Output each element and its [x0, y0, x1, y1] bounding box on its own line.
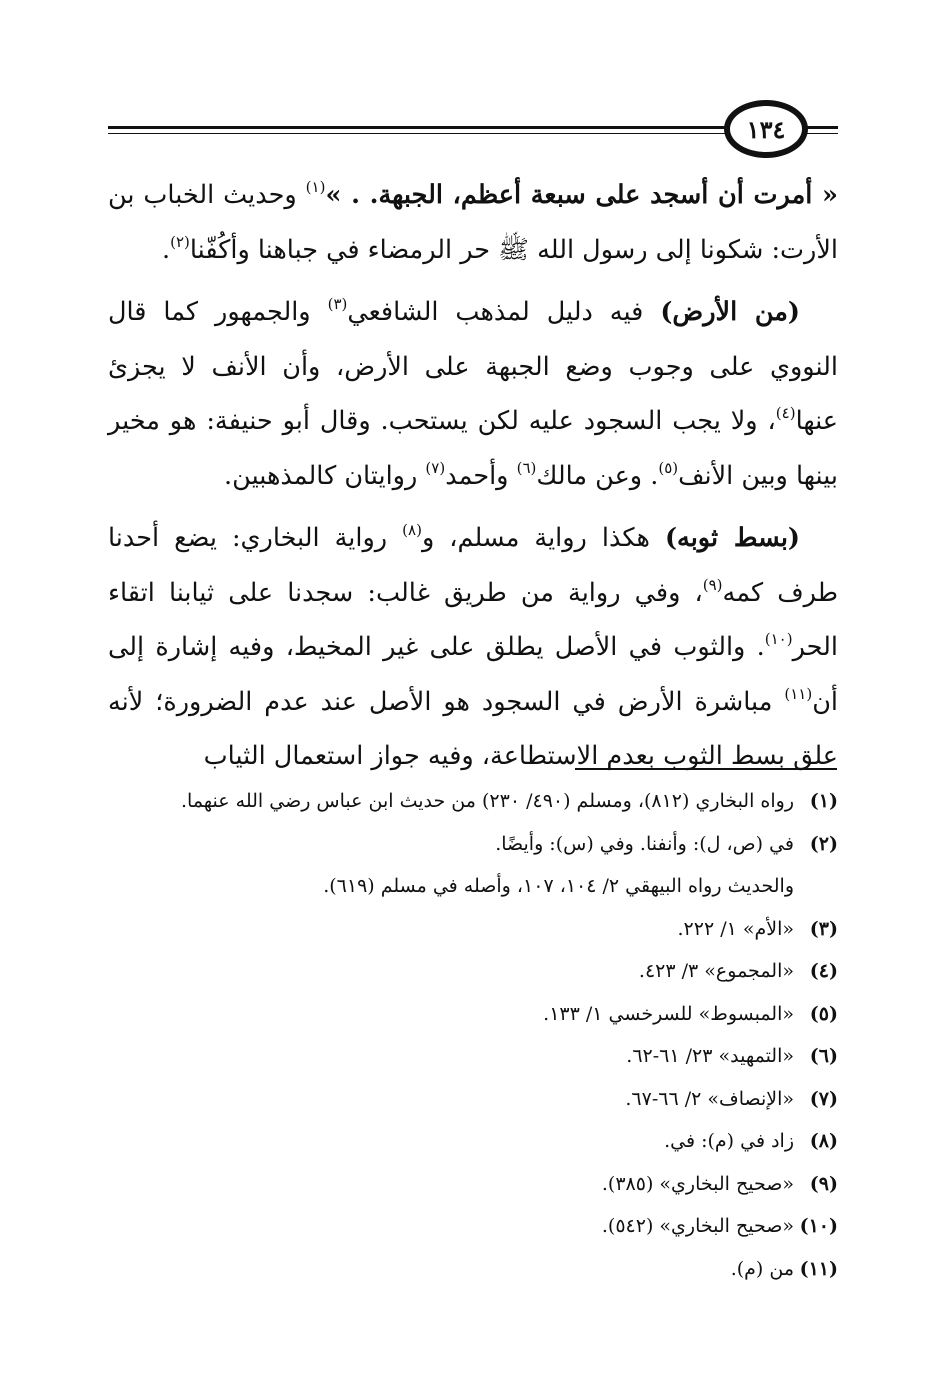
- page-number: ١٣٤: [724, 100, 808, 158]
- hadith-quote: « أمرت أن أسجد على سبعة أعظم، الجبهة. . »: [325, 180, 838, 210]
- footnote-text: «صحيح البخاري» (٥٤٢).: [601, 1215, 794, 1237]
- footnote-ref-5[interactable]: (٥): [658, 458, 679, 477]
- footnote-number: (١١): [799, 1257, 838, 1280]
- footnote-item: [108, 1120, 838, 1163]
- header-rule-thin: [108, 133, 810, 134]
- paragraph-1: [108, 168, 838, 277]
- paragraph-text: ، وفي رواية من طريق غالب: سجدنا على ثيابنا اتقاء الحر: [108, 577, 838, 662]
- page-header: [108, 96, 838, 160]
- paragraph-text: رواية البخاري: يضع أحدنا طرف كمه: [108, 523, 838, 608]
- footnote-item: [108, 908, 838, 951]
- footnote-item: [108, 950, 838, 993]
- footnote-separator: [575, 768, 837, 770]
- footnote-text: «الأم» ١/ ٢٢٢.: [677, 917, 794, 940]
- paragraph-lead: (بسط ثوبه): [664, 523, 800, 553]
- footnote-item: [108, 1205, 838, 1248]
- footnote-text: «صحيح البخاري» (٣٨٥).: [601, 1172, 794, 1195]
- footnote-ref-8[interactable]: (٨): [402, 521, 422, 539]
- footnote-item: [108, 1078, 838, 1121]
- footnote-ref-1[interactable]: (١): [305, 178, 326, 196]
- footnote-number: (١٠): [799, 1215, 838, 1237]
- paragraph-text: فيه دليل لمذهب الشافعي: [347, 297, 661, 327]
- main-text: [108, 168, 838, 792]
- paragraph-text: ، ولا يجب السجود عليه لكن يستحب. وقال أبو حنيفة: هو مخير بينها وبين الأنف: [108, 406, 838, 491]
- footnote-number: (٩): [809, 1172, 838, 1195]
- footnote-ref-6[interactable]: (٦): [516, 458, 537, 477]
- footnote-ref-7[interactable]: (٧): [425, 458, 446, 477]
- footnote-number: (٢): [809, 832, 838, 855]
- paragraph-lead: (من الأرض): [660, 297, 800, 327]
- footnote-ref-10[interactable]: (١٠): [764, 630, 793, 648]
- footnote-continuation: والحديث رواه البيهقي ٢/ ١٠٤، ١٠٧، وأصله في مسلم (٦١٩).: [323, 875, 794, 897]
- paragraph-2: [108, 285, 838, 503]
- footnote-item: [108, 1248, 838, 1291]
- footnote-ref-2[interactable]: (٢): [170, 232, 190, 251]
- footnote-text: «المجموع» ٣/ ٤٢٣.: [638, 960, 794, 982]
- paragraph-text: مباشرة الأرض في السجود هو الأصل عند عدم الضرورة؛ لأنه علق بسط الثوب بعدم الاستطاعة، وفيه جواز استعمال الثياب: [108, 686, 838, 771]
- footnote-text: «المبسوط» للسرخسي ١/ ١٣٣.: [543, 1002, 794, 1025]
- header-rule-tail: [804, 126, 838, 129]
- footnote-text: من (م).: [730, 1257, 794, 1280]
- footnote-text: «الإنصاف» ٢/ ٦٦-٦٧.: [625, 1087, 794, 1110]
- paragraph-text: .: [161, 234, 171, 265]
- paragraph-text: والجمهور كما قال النووي على وجوب وضع الجبهة على الأرض، وأن الأنف لا يجزئ عنها: [108, 297, 838, 436]
- footnote-number: (٤): [809, 960, 838, 982]
- footnote-item: [108, 823, 838, 866]
- footnote-text: «التمهيد» ٢٣/ ٦١-٦٢.: [626, 1045, 794, 1067]
- footnote-ref-9[interactable]: (٩): [702, 575, 723, 594]
- footnote-number: (١): [809, 790, 838, 812]
- footnote-text: في (ص، ل): وأنفنا. وفي (س): وأيضًا.: [495, 832, 794, 855]
- paragraph-text: وأحمد: [445, 460, 517, 491]
- footnote-number: (٥): [809, 1002, 838, 1025]
- footnote-number: (٧): [809, 1087, 838, 1110]
- footnote-ref-4[interactable]: (٤): [775, 404, 796, 422]
- paragraph-3: [108, 511, 838, 784]
- footnote-number: (٦): [809, 1045, 838, 1067]
- footnote-ref-11[interactable]: (١١): [784, 684, 813, 703]
- footnotes: [108, 780, 838, 1290]
- paragraph-text: روايتان كالمذهبين.: [224, 460, 426, 491]
- footnote-text: زاد في (م): في.: [664, 1130, 794, 1152]
- header-rule-tail-thin: [804, 133, 838, 134]
- footnote-text: رواه البخاري (٨١٢)، ومسلم (٤٩٠/ ٢٣٠) من حديث ابن عباس رضي الله عنهما.: [180, 790, 794, 812]
- footnote-item: [108, 780, 838, 823]
- footnote-item: [108, 1035, 838, 1078]
- paragraph-text: هكذا رواية مسلم، و: [421, 523, 665, 553]
- paragraph-text: . وعن مالك: [536, 460, 659, 491]
- footnote-ref-3[interactable]: (٣): [327, 295, 348, 313]
- footnote-number: (٨): [809, 1130, 838, 1152]
- header-rule-thick: [108, 126, 810, 129]
- footnote-number: (٣): [809, 917, 838, 940]
- paragraph-text: . والثوب في الأصل يطلق على غير المخيط، وفيه إشارة إلى أن: [108, 632, 838, 717]
- footnote-item: [108, 1163, 838, 1206]
- footnote-item: [108, 993, 838, 1036]
- paragraph-text: وحديث الخباب بن الأرت: شكونا إلى رسول الله ﷺ حر الرمضاء في جباهنا وأكُفّنا: [108, 180, 838, 265]
